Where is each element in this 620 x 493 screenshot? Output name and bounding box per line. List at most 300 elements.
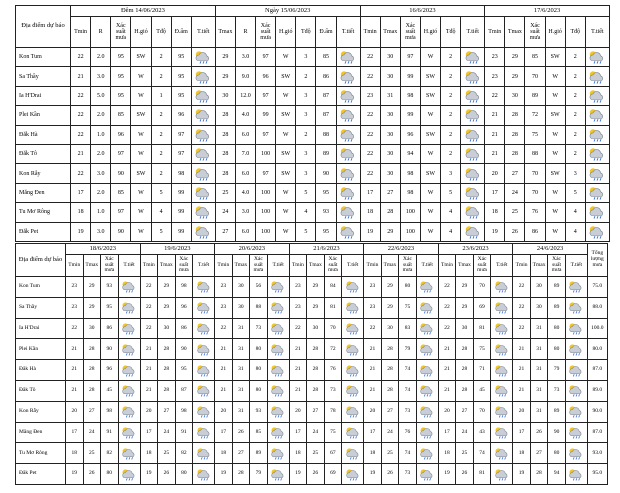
- total-rain-cell: 88.0: [587, 297, 607, 318]
- value-cell: 2: [296, 125, 316, 144]
- cloud-rain-icon: [344, 280, 362, 293]
- value-cell: 20: [215, 401, 233, 422]
- value-cell: 28: [215, 106, 235, 125]
- value-cell: 26: [530, 422, 548, 443]
- value-cell: 56: [250, 277, 268, 298]
- value-cell: 28: [505, 125, 525, 144]
- value-cell: 90: [111, 222, 131, 241]
- cloud-rain-icon: [493, 405, 511, 418]
- cloud-rain-icon: [193, 89, 213, 103]
- weather-cell: [342, 401, 364, 422]
- cloud-rain-icon: [344, 343, 362, 356]
- value-cell: 22: [140, 297, 158, 318]
- value-cell: 5: [441, 183, 461, 202]
- value-cell: 2: [441, 106, 461, 125]
- value-cell: 98: [175, 401, 193, 422]
- value-cell: 29: [158, 297, 176, 318]
- cloud-rain-icon: [493, 343, 511, 356]
- value-cell: 85: [111, 183, 131, 202]
- value-cell: 82: [101, 443, 119, 464]
- cloud-rain-icon: [120, 280, 138, 293]
- column-header: Tmin: [438, 255, 456, 277]
- value-cell: 24: [307, 422, 325, 443]
- value-cell: 22: [360, 125, 380, 144]
- value-cell: 97: [256, 48, 276, 67]
- weather-cell: [416, 360, 438, 381]
- value-cell: 28: [381, 360, 399, 381]
- total-rain-cell: 89.0: [587, 380, 607, 401]
- value-cell: 23: [66, 297, 84, 318]
- cloud-rain-icon: [269, 343, 287, 356]
- value-cell: 3: [296, 164, 316, 183]
- value-cell: 86: [101, 318, 119, 339]
- value-cell: 79: [399, 339, 417, 360]
- weather-cell: [267, 339, 289, 360]
- value-cell: 73: [324, 380, 342, 401]
- value-cell: 100: [256, 203, 276, 222]
- value-cell: 3.0: [91, 67, 111, 86]
- value-cell: 87: [316, 106, 336, 125]
- value-cell: 28: [307, 339, 325, 360]
- column-header: Tmin: [66, 255, 84, 277]
- cloud-rain-icon: [269, 405, 287, 418]
- cloud-rain-icon: [120, 426, 138, 439]
- value-cell: 97: [256, 125, 276, 144]
- value-cell: 85: [525, 48, 545, 67]
- value-cell: 22: [513, 297, 531, 318]
- column-header: R: [91, 17, 111, 48]
- table-row: [16, 144, 610, 163]
- value-cell: 17: [360, 183, 380, 202]
- weather-cell: [461, 125, 485, 144]
- cloud-rain-icon: [418, 426, 436, 439]
- value-cell: 25: [381, 443, 399, 464]
- cloud-rain-icon: [567, 301, 585, 314]
- column-header: T.tiết: [267, 255, 289, 277]
- value-cell: W: [276, 48, 296, 67]
- value-cell: 25: [505, 203, 525, 222]
- value-cell: 90: [175, 339, 193, 360]
- value-cell: 2: [151, 125, 171, 144]
- value-cell: 2: [441, 144, 461, 163]
- weather-cell: [267, 380, 289, 401]
- day-header: 23/6/2023: [438, 244, 513, 255]
- value-cell: 2: [441, 48, 461, 67]
- value-cell: 2: [441, 86, 461, 105]
- value-cell: 22: [364, 318, 382, 339]
- value-cell: 80: [399, 277, 417, 298]
- value-cell: 97: [256, 86, 276, 105]
- value-cell: 19: [438, 464, 456, 485]
- weather-cell: [193, 443, 215, 464]
- weather-cell: [336, 164, 360, 183]
- cloud-rain-icon: [344, 322, 362, 335]
- value-cell: 18: [364, 443, 382, 464]
- value-cell: 30: [505, 86, 525, 105]
- cloud-rain-icon: [567, 468, 585, 481]
- value-cell: 21: [71, 67, 91, 86]
- column-header: T.tiết: [585, 17, 609, 48]
- value-cell: 99: [171, 203, 191, 222]
- total-rain-cell: 93.0: [587, 443, 607, 464]
- cloud-rain-icon: [587, 50, 607, 64]
- weather-cell: [565, 401, 587, 422]
- value-cell: SW: [545, 48, 565, 67]
- value-cell: 23: [364, 297, 382, 318]
- weather-cell: [342, 277, 364, 298]
- value-cell: 82: [175, 443, 193, 464]
- value-cell: 75: [399, 297, 417, 318]
- value-cell: 4: [565, 222, 585, 241]
- cloud-rain-icon: [193, 186, 213, 200]
- location-name: Kon Rẫy: [16, 401, 66, 422]
- value-cell: W: [545, 144, 565, 163]
- table-row: [16, 106, 610, 125]
- value-cell: W: [131, 203, 151, 222]
- value-cell: SW: [420, 164, 440, 183]
- cloud-rain-icon: [463, 167, 483, 181]
- value-cell: 18: [215, 443, 233, 464]
- weather-cell: [118, 422, 140, 443]
- value-cell: 2: [151, 106, 171, 125]
- forecast-table-part-1: [15, 5, 610, 242]
- weather-cell: [585, 86, 609, 105]
- value-cell: 83: [399, 318, 417, 339]
- day-header: 21/6/2023: [289, 244, 364, 255]
- weather-cell: [191, 48, 215, 67]
- weather-cell: [461, 106, 485, 125]
- cloud-rain-icon: [338, 147, 358, 161]
- value-cell: 30: [158, 318, 176, 339]
- value-cell: 2: [151, 67, 171, 86]
- weather-cell: [193, 318, 215, 339]
- weather-cell: [193, 360, 215, 381]
- value-cell: 20: [513, 401, 531, 422]
- weather-cell: [416, 464, 438, 485]
- value-cell: 19: [360, 222, 380, 241]
- value-cell: 80: [101, 464, 119, 485]
- weather-cell: [461, 164, 485, 183]
- value-cell: 21: [140, 339, 158, 360]
- cloud-rain-icon: [344, 405, 362, 418]
- location-name: Kon Tum: [16, 277, 66, 298]
- column-header: T.tiết: [191, 17, 215, 48]
- cloud-rain-icon: [344, 301, 362, 314]
- weather-cell: [336, 125, 360, 144]
- weather-cell: [461, 48, 485, 67]
- location-name: Plei Kần: [16, 106, 71, 125]
- value-cell: 18: [66, 443, 84, 464]
- value-cell: 29: [307, 277, 325, 298]
- column-header: H.gió: [131, 17, 151, 48]
- value-cell: 26: [232, 422, 250, 443]
- weather-cell: [267, 422, 289, 443]
- value-cell: SW: [276, 67, 296, 86]
- value-cell: 73: [548, 380, 566, 401]
- value-cell: 85: [250, 422, 268, 443]
- weather-cell: [193, 339, 215, 360]
- weather-cell: [491, 339, 513, 360]
- weather-cell: [342, 422, 364, 443]
- column-header: Xác suất mưa: [399, 255, 417, 277]
- value-cell: 71: [473, 360, 491, 381]
- location-name: Đăk Tô: [16, 380, 66, 401]
- table-row: [16, 125, 610, 144]
- value-cell: 17: [289, 422, 307, 443]
- weather-cell: [336, 222, 360, 241]
- value-cell: 2: [565, 86, 585, 105]
- value-cell: W: [131, 222, 151, 241]
- weather-cell: [416, 318, 438, 339]
- weather-cell: [118, 318, 140, 339]
- value-cell: 22: [438, 318, 456, 339]
- column-header: Tmax: [505, 17, 525, 48]
- value-cell: 100: [400, 222, 420, 241]
- value-cell: 28: [83, 380, 101, 401]
- value-cell: 31: [232, 380, 250, 401]
- table-row: [16, 360, 608, 381]
- value-cell: 22: [215, 318, 233, 339]
- value-cell: 73: [399, 464, 417, 485]
- value-cell: 21: [364, 360, 382, 381]
- cloud-rain-icon: [418, 447, 436, 460]
- value-cell: 96: [400, 125, 420, 144]
- value-cell: 30: [380, 164, 400, 183]
- weather-cell: [461, 144, 485, 163]
- value-cell: 20: [438, 401, 456, 422]
- column-header: Xác suất mưa: [400, 17, 420, 48]
- value-cell: 88: [525, 144, 545, 163]
- value-cell: 81: [324, 297, 342, 318]
- value-cell: 25: [83, 443, 101, 464]
- value-cell: W: [131, 144, 151, 163]
- cloud-rain-icon: [587, 225, 607, 239]
- weather-cell: [191, 125, 215, 144]
- column-header: Tmin: [513, 255, 531, 277]
- value-cell: 27: [381, 401, 399, 422]
- value-cell: 72: [525, 106, 545, 125]
- weather-cell: [585, 67, 609, 86]
- cloud-rain-icon: [338, 108, 358, 122]
- value-cell: 2: [151, 144, 171, 163]
- value-cell: 79: [548, 360, 566, 381]
- cloud-rain-icon: [195, 426, 213, 439]
- value-cell: 99: [256, 106, 276, 125]
- weather-cell: [585, 106, 609, 125]
- value-cell: 30: [232, 297, 250, 318]
- value-cell: SW: [276, 144, 296, 163]
- weather-cell: [342, 380, 364, 401]
- value-cell: 95: [171, 67, 191, 86]
- value-cell: 88: [316, 125, 336, 144]
- value-cell: 19: [66, 464, 84, 485]
- value-cell: 2.0: [91, 144, 111, 163]
- value-cell: 85: [316, 48, 336, 67]
- value-cell: 31: [530, 339, 548, 360]
- total-rain-cell: 90.0: [587, 401, 607, 422]
- location-name: Tu Mơ Rông: [16, 203, 71, 222]
- value-cell: 29: [215, 67, 235, 86]
- value-cell: 2.0: [91, 48, 111, 67]
- table-row: [16, 222, 610, 241]
- value-cell: 3.0: [235, 48, 255, 67]
- cloud-rain-icon: [193, 108, 213, 122]
- total-rain-cell: 87.0: [587, 360, 607, 381]
- cloud-rain-icon: [338, 50, 358, 64]
- value-cell: 89: [250, 443, 268, 464]
- weather-cell: [416, 401, 438, 422]
- weather-cell: [267, 318, 289, 339]
- cloud-rain-icon: [193, 225, 213, 239]
- value-cell: 76: [399, 422, 417, 443]
- value-cell: W: [420, 106, 440, 125]
- table-row: [16, 297, 608, 318]
- value-cell: 29: [505, 67, 525, 86]
- cloud-rain-icon: [193, 167, 213, 181]
- value-cell: 17: [71, 183, 91, 202]
- weather-cell: [191, 183, 215, 202]
- value-cell: 70: [473, 277, 491, 298]
- weather-cell: [342, 443, 364, 464]
- weather-cell: [565, 277, 587, 298]
- cloud-rain-icon: [418, 322, 436, 335]
- value-cell: 23: [360, 86, 380, 105]
- weather-cell: [336, 48, 360, 67]
- value-cell: 95: [171, 48, 191, 67]
- column-header: T.tiết: [461, 17, 485, 48]
- weather-cell: [118, 380, 140, 401]
- column-header: Tmax: [381, 255, 399, 277]
- value-cell: 7.0: [235, 144, 255, 163]
- value-cell: 17: [485, 183, 505, 202]
- value-cell: 98: [400, 183, 420, 202]
- column-header: Xác suất mưa: [525, 17, 545, 48]
- cloud-rain-icon: [120, 405, 138, 418]
- value-cell: 20: [289, 401, 307, 422]
- value-cell: 89: [525, 86, 545, 105]
- location-header: Địa điểm dự báo: [16, 244, 66, 277]
- value-cell: 96: [111, 125, 131, 144]
- weather-cell: [416, 422, 438, 443]
- value-cell: 4: [296, 203, 316, 222]
- column-header: Tđộ: [296, 17, 316, 48]
- cloud-rain-icon: [269, 384, 287, 397]
- value-cell: 4: [151, 203, 171, 222]
- column-header: Tđộ: [565, 17, 585, 48]
- value-cell: 18: [360, 203, 380, 222]
- value-cell: 29: [456, 277, 474, 298]
- value-cell: 27: [215, 222, 235, 241]
- weather-cell: [565, 318, 587, 339]
- value-cell: 29: [307, 297, 325, 318]
- value-cell: 21: [140, 360, 158, 381]
- value-cell: 26: [83, 464, 101, 485]
- value-cell: 95: [175, 360, 193, 381]
- cloud-rain-icon: [344, 364, 362, 377]
- day-header: 16/6/2023: [360, 6, 485, 17]
- value-cell: 30: [380, 67, 400, 86]
- value-cell: 17: [364, 422, 382, 443]
- value-cell: 80: [548, 443, 566, 464]
- value-cell: 98: [400, 164, 420, 183]
- value-cell: 21: [66, 380, 84, 401]
- cloud-rain-icon: [269, 280, 287, 293]
- value-cell: 97: [111, 203, 131, 222]
- cloud-rain-icon: [463, 89, 483, 103]
- value-cell: 18: [289, 443, 307, 464]
- value-cell: 17: [215, 422, 233, 443]
- cloud-rain-icon: [269, 447, 287, 460]
- value-cell: W: [420, 144, 440, 163]
- weather-cell: [565, 297, 587, 318]
- value-cell: 22: [513, 277, 531, 298]
- cloud-rain-icon: [193, 205, 213, 219]
- cloud-rain-icon: [418, 384, 436, 397]
- value-cell: W: [276, 203, 296, 222]
- value-cell: 3: [296, 48, 316, 67]
- weather-cell: [193, 401, 215, 422]
- value-cell: W: [545, 203, 565, 222]
- cloud-rain-icon: [120, 343, 138, 356]
- cloud-rain-icon: [195, 301, 213, 314]
- cloud-rain-icon: [338, 167, 358, 181]
- weather-cell: [267, 401, 289, 422]
- weather-cell: [565, 339, 587, 360]
- weather-cell: [585, 203, 609, 222]
- cloud-rain-icon: [195, 384, 213, 397]
- value-cell: 2: [565, 48, 585, 67]
- weather-cell: [416, 380, 438, 401]
- value-cell: 30: [380, 48, 400, 67]
- value-cell: 6.0: [235, 164, 255, 183]
- cloud-rain-icon: [195, 447, 213, 460]
- column-header: Tmin: [215, 255, 233, 277]
- value-cell: 18: [71, 203, 91, 222]
- value-cell: 70: [324, 318, 342, 339]
- value-cell: 19: [513, 464, 531, 485]
- value-cell: 67: [324, 443, 342, 464]
- table-row: [16, 86, 610, 105]
- value-cell: 69: [324, 464, 342, 485]
- value-cell: W: [420, 203, 440, 222]
- value-cell: 80: [175, 464, 193, 485]
- value-cell: 70: [525, 67, 545, 86]
- value-cell: 24: [215, 203, 235, 222]
- value-cell: 21: [289, 380, 307, 401]
- cloud-rain-icon: [463, 70, 483, 84]
- value-cell: W: [545, 67, 565, 86]
- value-cell: 17: [66, 422, 84, 443]
- weather-cell: [491, 401, 513, 422]
- value-cell: 1.0: [91, 203, 111, 222]
- value-cell: W: [545, 86, 565, 105]
- value-cell: 5: [296, 222, 316, 241]
- value-cell: 28: [83, 360, 101, 381]
- column-header: Tmax: [158, 255, 176, 277]
- weather-cell: [461, 203, 485, 222]
- value-cell: 26: [456, 464, 474, 485]
- value-cell: 29: [505, 48, 525, 67]
- value-cell: 70: [525, 164, 545, 183]
- total-rain-header: Tổng lượng mưa: [587, 244, 607, 277]
- weather-cell: [585, 144, 609, 163]
- value-cell: 28: [381, 380, 399, 401]
- cloud-rain-icon: [567, 426, 585, 439]
- weather-cell: [118, 443, 140, 464]
- value-cell: 28: [158, 380, 176, 401]
- value-cell: 4: [565, 203, 585, 222]
- weather-cell: [118, 339, 140, 360]
